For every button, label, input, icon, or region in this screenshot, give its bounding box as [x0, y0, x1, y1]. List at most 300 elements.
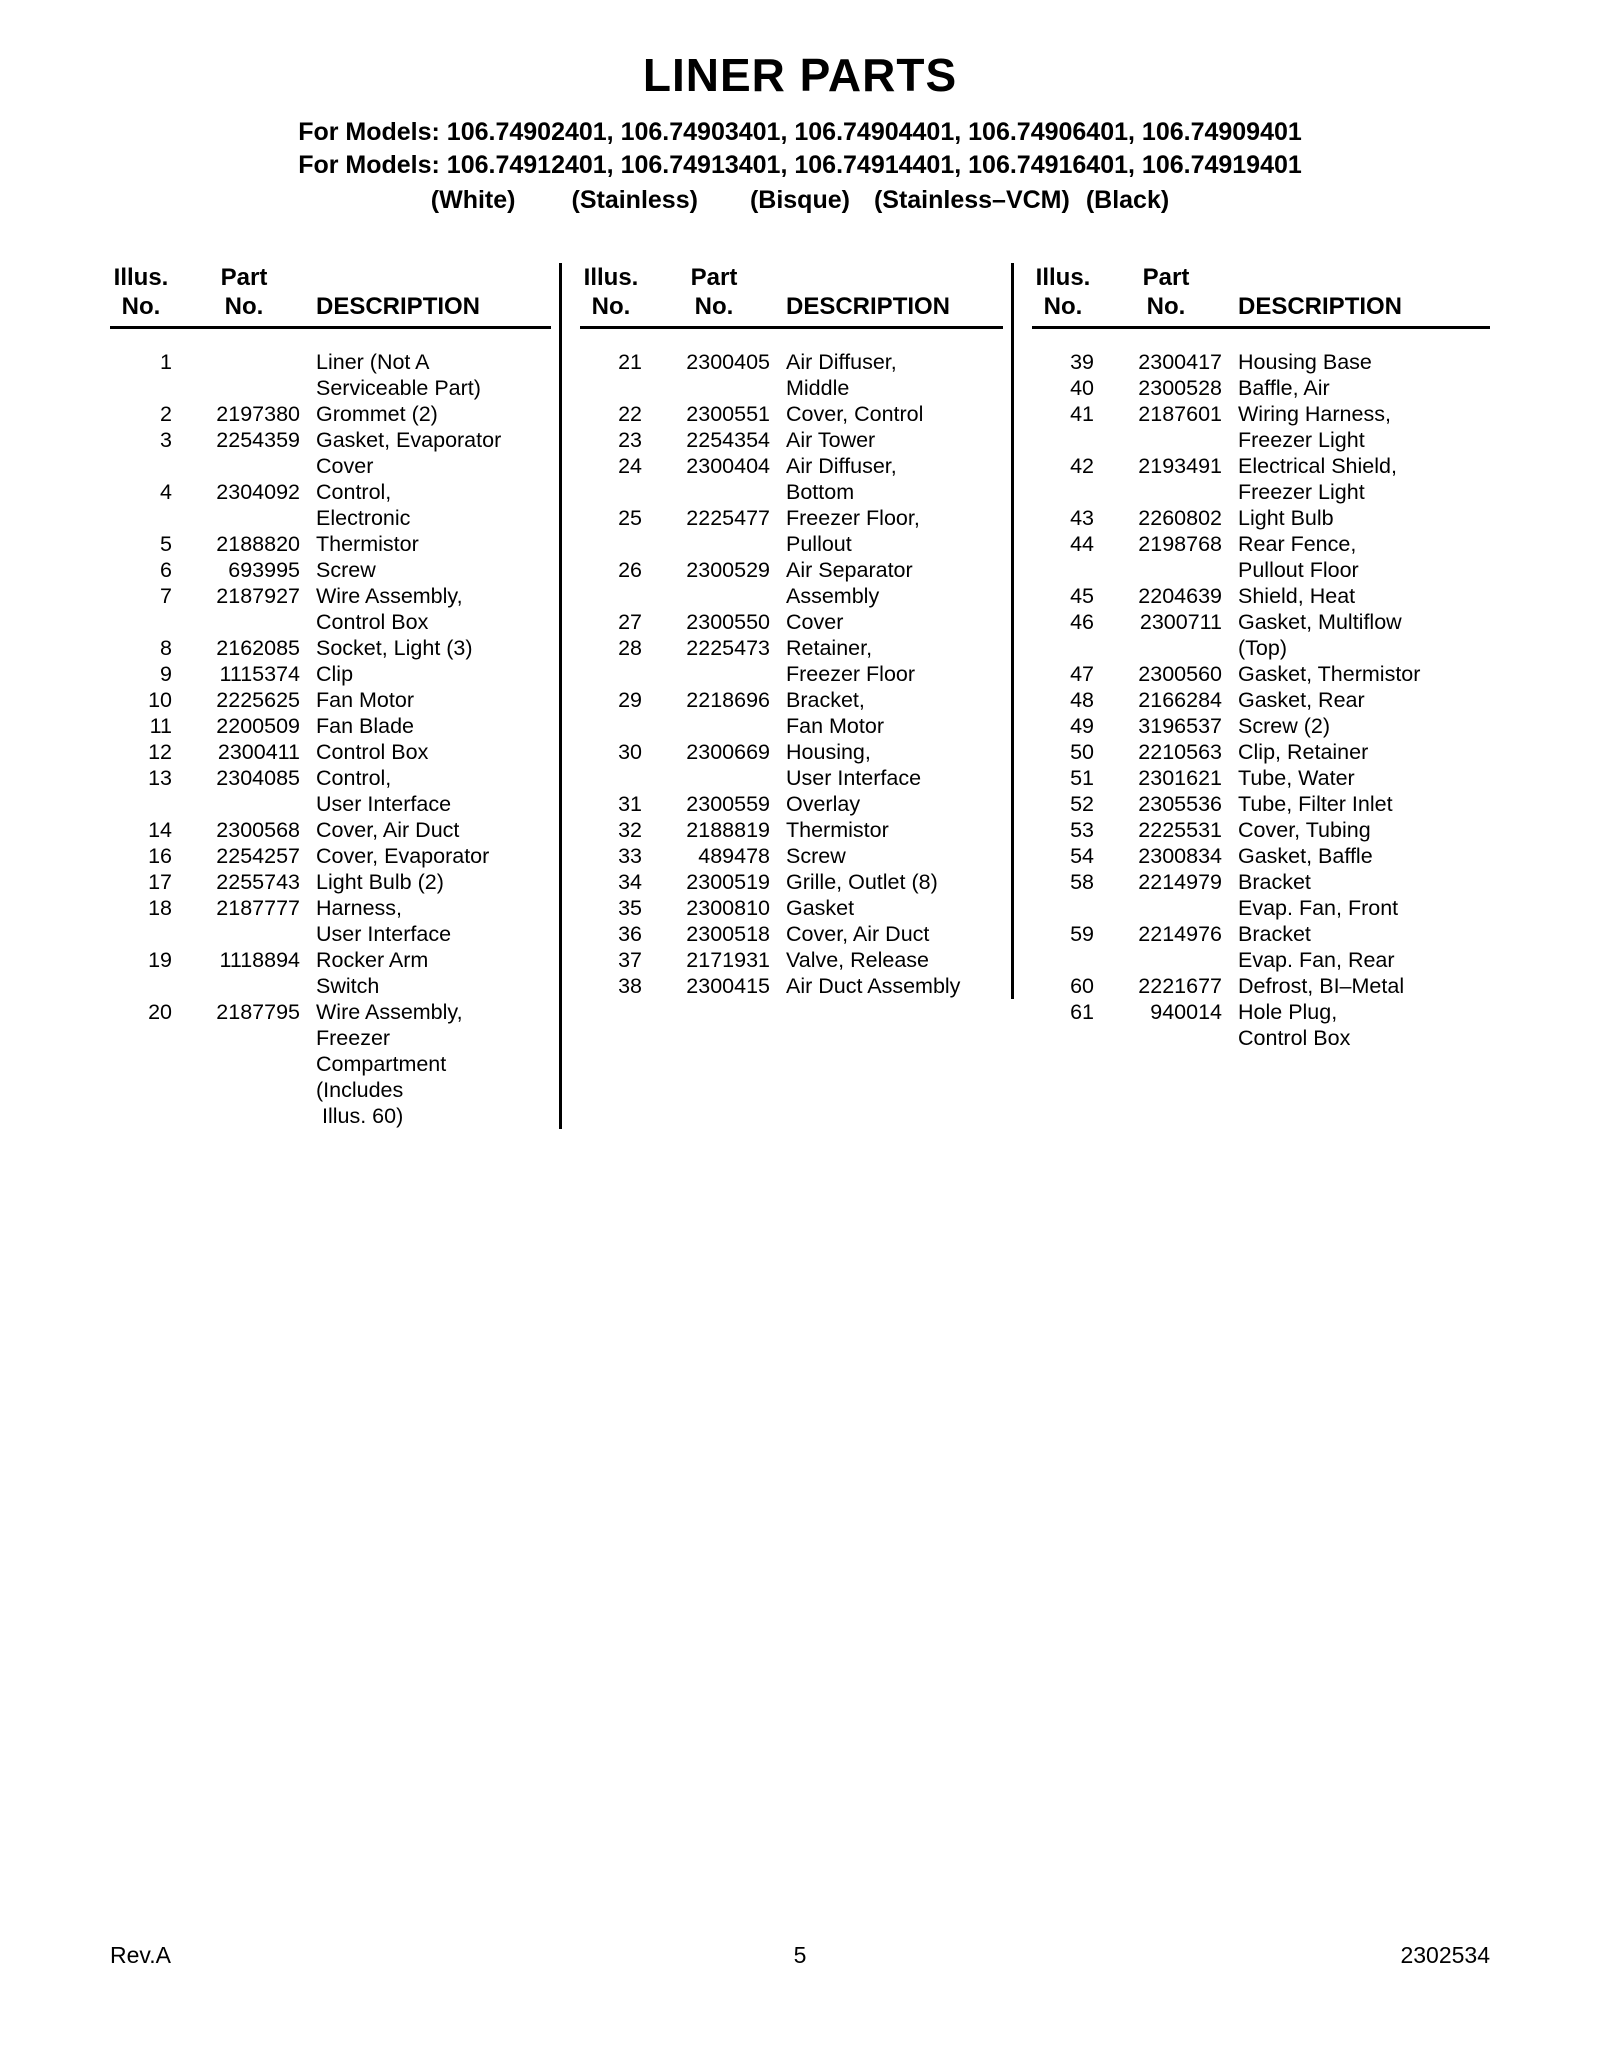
- illus-no-cell: 5: [160, 532, 172, 556]
- column-header-part-no: Part No.: [690, 264, 738, 320]
- description-cell: [786, 453, 1003, 505]
- description-line: User Interface: [786, 766, 922, 790]
- description-cell: [786, 635, 1003, 687]
- table-row: [110, 765, 551, 817]
- description-line: Control,: [316, 480, 392, 504]
- models-line-1: For Models: 106.74902401, 106.74903401, 106.74904401, 106.74906401, 106.74909401: [298, 118, 1302, 146]
- illus-no-cell: 45: [1070, 584, 1094, 608]
- illus-no-cell: 32: [618, 818, 642, 842]
- illus-no-cell: 19: [148, 948, 172, 972]
- table-row: [110, 557, 551, 583]
- illus-no-cell: 59: [1070, 922, 1094, 946]
- description-cell: [1238, 739, 1490, 765]
- illus-no-cell: 18: [148, 896, 172, 920]
- description-cell: [1238, 531, 1490, 583]
- illus-no-cell: 3: [160, 428, 172, 452]
- description-line: Compartment: [316, 1052, 447, 1076]
- description-cell: [316, 661, 551, 687]
- part-no-cell: 1118894: [219, 948, 300, 972]
- description-line: Wire Assembly,: [316, 1000, 463, 1024]
- description-cell: [316, 583, 551, 635]
- description-cell: [1238, 999, 1490, 1051]
- table-row: [1032, 843, 1490, 869]
- description-line: Air Diffuser,: [786, 454, 897, 478]
- column-header-description: DESCRIPTION: [1238, 293, 1403, 320]
- description-line: Freezer Light: [1238, 480, 1365, 504]
- column-header-description: DESCRIPTION: [316, 293, 481, 320]
- table-row: [580, 349, 1003, 401]
- description-line: Evap. Fan, Front: [1238, 896, 1399, 920]
- part-no-cell: 3196537: [1138, 714, 1222, 738]
- part-no-cell: 2193491: [1138, 454, 1222, 478]
- table-row: [110, 583, 551, 635]
- part-no-cell: 2300669: [686, 740, 770, 764]
- part-no-cell: 2187777: [216, 896, 300, 920]
- part-no-cell: 2304092: [216, 480, 300, 504]
- illus-no-cell: 35: [618, 896, 642, 920]
- table-body: [1032, 349, 1490, 1051]
- column-header-part-no: Part No.: [220, 264, 268, 320]
- description-cell: [316, 479, 551, 531]
- part-no-cell: 2305536: [1138, 792, 1222, 816]
- description-line: Freezer Floor,: [786, 506, 920, 530]
- table-header: [580, 263, 1003, 329]
- part-no-cell: 2225625: [216, 688, 300, 712]
- color-variant-stainless-vcm: (Stainless–VCM): [873, 186, 1070, 214]
- description-cell: [786, 791, 1003, 817]
- part-no-cell: 2221677: [1138, 974, 1222, 998]
- illus-no-cell: 39: [1070, 350, 1094, 374]
- parts-table: [110, 263, 1490, 1129]
- part-no-cell: 2300550: [686, 610, 770, 634]
- illus-no-cell: 41: [1070, 402, 1094, 426]
- part-no-cell: 2198768: [1138, 532, 1222, 556]
- illus-no-cell: 10: [148, 688, 172, 712]
- description-line: Valve, Release: [786, 948, 930, 972]
- description-cell: [316, 895, 551, 947]
- part-no-cell: 2187927: [216, 584, 300, 608]
- table-row: [1032, 765, 1490, 791]
- part-no-cell: 2187601: [1138, 402, 1222, 426]
- part-no-cell: 2225477: [686, 506, 770, 530]
- column-header-illus-no: Illus. No.: [113, 264, 169, 320]
- table-row: [580, 635, 1003, 687]
- table-row: [110, 401, 551, 427]
- part-no-cell: 2304085: [216, 766, 300, 790]
- part-no-cell: 2187795: [216, 1000, 300, 1024]
- table-row: [1032, 401, 1490, 453]
- description-line: Wiring Harness,: [1238, 402, 1391, 426]
- description-line: Shield, Heat: [1238, 584, 1356, 608]
- part-no-cell: 2300404: [686, 454, 770, 478]
- part-no-cell: 2210563: [1138, 740, 1222, 764]
- column-header-illus-no: Illus. No.: [1035, 264, 1091, 320]
- part-no-cell: 2300528: [1138, 376, 1222, 400]
- part-no-cell: [188, 349, 300, 401]
- color-variant-white: (White): [430, 186, 516, 214]
- description-line: Rear Fence,: [1238, 532, 1357, 556]
- description-line: Control Box: [316, 740, 429, 764]
- description-line: Fan Blade: [316, 714, 415, 738]
- table-row: [580, 427, 1003, 453]
- table-row: [580, 739, 1003, 791]
- table-row: [580, 687, 1003, 739]
- description-cell: [1238, 505, 1490, 531]
- document-number: 2302534: [1400, 1942, 1490, 1968]
- part-no-cell: 2300560: [1138, 662, 1222, 686]
- description-cell: [1238, 791, 1490, 817]
- page-footer: [110, 1942, 1490, 1969]
- part-no-cell: 940014: [1150, 1000, 1222, 1024]
- table-row: [110, 817, 551, 843]
- description-line: Air Duct Assembly: [786, 974, 961, 998]
- illus-no-cell: 27: [618, 610, 642, 634]
- description-cell: [316, 427, 551, 479]
- table-row: [110, 349, 551, 401]
- color-variant-bisque: (Bisque): [749, 186, 850, 214]
- table-row: [110, 713, 551, 739]
- illus-no-cell: 20: [148, 1000, 172, 1024]
- description-line: Gasket: [786, 896, 855, 920]
- description-cell: [316, 947, 551, 999]
- part-no-cell: 2225531: [1138, 818, 1222, 842]
- description-line: Defrost, BI–Metal: [1238, 974, 1405, 998]
- description-cell: [786, 557, 1003, 609]
- illus-no-cell: 30: [618, 740, 642, 764]
- description-line: Clip: [316, 662, 354, 686]
- table-row: [580, 791, 1003, 817]
- description-line: Harness,: [316, 896, 403, 920]
- part-no-cell: 2197380: [216, 402, 300, 426]
- description-line: Housing,: [786, 740, 871, 764]
- table-row: [580, 401, 1003, 427]
- description-line: User Interface: [316, 922, 452, 946]
- table-row: [110, 661, 551, 687]
- illus-no-cell: 37: [618, 948, 642, 972]
- part-no-cell: 2300810: [686, 896, 770, 920]
- description-cell: [316, 999, 551, 1129]
- description-cell: [316, 739, 551, 765]
- column-header-illus-no: Illus. No.: [583, 264, 639, 320]
- description-cell: [1238, 583, 1490, 609]
- description-line: Screw: [786, 844, 846, 868]
- description-line: Control,: [316, 766, 392, 790]
- table-row: [580, 817, 1003, 843]
- table-row: [580, 609, 1003, 635]
- illus-no-cell: 26: [618, 558, 642, 582]
- illus-no-cell: 50: [1070, 740, 1094, 764]
- description-cell: [316, 557, 551, 583]
- description-cell: [786, 609, 1003, 635]
- description-line: Electronic: [316, 506, 411, 530]
- table-row: [1032, 505, 1490, 531]
- part-no-cell: 2204639: [1138, 584, 1222, 608]
- description-cell: [1238, 817, 1490, 843]
- parts-column-2: [562, 263, 1014, 999]
- part-no-cell: 2214979: [1138, 870, 1222, 894]
- table-row: [580, 453, 1003, 505]
- description-cell: [316, 713, 551, 739]
- description-line: User Interface: [316, 792, 452, 816]
- description-cell: [786, 349, 1003, 401]
- description-line: Assembly: [786, 584, 880, 608]
- description-line: Control Box: [1238, 1026, 1351, 1050]
- table-row: [580, 843, 1003, 869]
- illus-no-cell: 43: [1070, 506, 1094, 530]
- page-title: LINER PARTS: [642, 49, 958, 101]
- part-no-cell: 2301621: [1138, 766, 1222, 790]
- table-row: [1032, 999, 1490, 1051]
- illus-no-cell: 61: [1070, 1000, 1094, 1024]
- description-line: Pullout Floor: [1238, 558, 1359, 582]
- description-cell: [316, 531, 551, 557]
- part-no-cell: 2300559: [686, 792, 770, 816]
- models-line-2: For Models: 106.74912401, 106.74913401, 106.74914401, 106.74916401, 106.74919401: [298, 151, 1302, 179]
- illus-no-cell: 13: [148, 766, 172, 790]
- description-cell: [316, 843, 551, 869]
- description-cell: [1238, 375, 1490, 401]
- description-line: Evap. Fan, Rear: [1238, 948, 1395, 972]
- parts-column-1: [110, 263, 562, 1129]
- description-line: Serviceable Part): [316, 376, 481, 400]
- description-line: Air Diffuser,: [786, 350, 897, 374]
- illus-no-cell: 46: [1070, 610, 1094, 634]
- illus-no-cell: 17: [148, 870, 172, 894]
- description-cell: [786, 427, 1003, 453]
- part-no-cell: 693995: [228, 558, 300, 582]
- description-cell: [1238, 661, 1490, 687]
- illus-no-cell: 54: [1070, 844, 1094, 868]
- part-no-cell: 2300529: [686, 558, 770, 582]
- part-no-cell: 2162085: [216, 636, 300, 660]
- table-row: [1032, 869, 1490, 921]
- description-cell: [786, 869, 1003, 895]
- table-row: [1032, 739, 1490, 765]
- part-no-cell: 2300518: [686, 922, 770, 946]
- table-body: [110, 349, 551, 1129]
- part-no-cell: 2254359: [216, 428, 300, 452]
- part-no-cell: 2214976: [1138, 922, 1222, 946]
- part-no-cell: 2188820: [216, 532, 300, 556]
- table-row: [1032, 817, 1490, 843]
- description-cell: [1238, 765, 1490, 791]
- description-line: Cover, Air Duct: [316, 818, 460, 842]
- part-no-cell: 2300411: [217, 740, 300, 764]
- description-cell: [1238, 921, 1490, 973]
- part-no-cell: 2200509: [216, 714, 300, 738]
- description-cell: [786, 401, 1003, 427]
- description-cell: [1238, 713, 1490, 739]
- description-line: Control Box: [316, 610, 429, 634]
- table-row: [1032, 973, 1490, 999]
- description-line: Air Tower: [786, 428, 876, 452]
- part-no-cell: 2300415: [686, 974, 770, 998]
- table-row: [110, 635, 551, 661]
- revision-label: Rev.A: [110, 1942, 171, 1968]
- column-header-description: DESCRIPTION: [786, 293, 951, 320]
- description-cell: [1238, 843, 1490, 869]
- description-line: Cover, Air Duct: [786, 922, 930, 946]
- table-row: [110, 427, 551, 479]
- illus-no-cell: 28: [618, 636, 642, 660]
- table-row: [110, 687, 551, 713]
- part-no-cell: 2300711: [1139, 610, 1222, 634]
- description-cell: [1238, 453, 1490, 505]
- column-header-part-no: Part No.: [1142, 264, 1190, 320]
- description-cell: [316, 349, 551, 401]
- illus-no-cell: 16: [148, 844, 172, 868]
- table-row: [110, 895, 551, 947]
- description-cell: [786, 973, 1003, 999]
- part-no-cell: 2300568: [216, 818, 300, 842]
- description-line: Bottom: [786, 480, 855, 504]
- table-row: [1032, 349, 1490, 375]
- description-line: Liner (Not A: [316, 350, 430, 374]
- description-line: Cover, Evaporator: [316, 844, 490, 868]
- description-line: Switch: [316, 974, 380, 998]
- part-no-cell: 2300519: [686, 870, 770, 894]
- description-line: Electrical Shield,: [1238, 454, 1397, 478]
- illus-no-cell: 36: [618, 922, 642, 946]
- illus-no-cell: 29: [618, 688, 642, 712]
- table-row: [1032, 583, 1490, 609]
- parts-column-3: [1014, 263, 1490, 1051]
- table-row: [110, 947, 551, 999]
- table-row: [1032, 661, 1490, 687]
- illus-no-cell: 38: [618, 974, 642, 998]
- description-line: Thermistor: [316, 532, 419, 556]
- description-cell: [316, 765, 551, 817]
- description-line: Bracket: [1238, 922, 1311, 946]
- description-line: Housing Base: [1238, 350, 1372, 374]
- description-line: Grommet (2): [316, 402, 438, 426]
- illus-no-cell: 31: [618, 792, 642, 816]
- part-no-cell: 2188819: [686, 818, 770, 842]
- illus-no-cell: 42: [1070, 454, 1094, 478]
- description-cell: [316, 687, 551, 713]
- illus-no-cell: 60: [1070, 974, 1094, 998]
- description-cell: [786, 947, 1003, 973]
- table-row: [1032, 687, 1490, 713]
- table-row: [110, 739, 551, 765]
- illus-no-cell: 7: [160, 584, 172, 608]
- table-row: [580, 921, 1003, 947]
- illus-no-cell: 1: [160, 350, 172, 374]
- description-line: Cover: [786, 610, 844, 634]
- description-line: Baffle, Air: [1238, 376, 1330, 400]
- description-line: Freezer Floor: [786, 662, 916, 686]
- part-no-cell: 2260802: [1138, 506, 1222, 530]
- description-line: Tube, Water: [1238, 766, 1355, 790]
- table-row: [1032, 375, 1490, 401]
- description-line: Light Bulb: [1238, 506, 1334, 530]
- description-line: Cover, Control: [786, 402, 924, 426]
- description-line: Illus. 60): [316, 1104, 404, 1128]
- table-row: [1032, 453, 1490, 505]
- description-cell: [316, 817, 551, 843]
- part-no-cell: 2300417: [1138, 350, 1222, 374]
- page-number: 5: [793, 1942, 807, 1968]
- table-row: [110, 479, 551, 531]
- description-line: Screw (2): [1238, 714, 1330, 738]
- table-row: [1032, 713, 1490, 739]
- illus-no-cell: 48: [1070, 688, 1094, 712]
- illus-no-cell: 25: [618, 506, 642, 530]
- table-row: [580, 895, 1003, 921]
- illus-no-cell: 9: [160, 662, 172, 686]
- part-no-cell: 2166284: [1138, 688, 1222, 712]
- part-no-cell: 2171931: [686, 948, 770, 972]
- description-line: Freezer Light: [1238, 428, 1365, 452]
- illus-no-cell: 14: [148, 818, 172, 842]
- description-line: Socket, Light (3): [316, 636, 473, 660]
- description-line: (Includes: [316, 1078, 404, 1102]
- table-row: [580, 557, 1003, 609]
- table-row: [1032, 791, 1490, 817]
- description-cell: [786, 843, 1003, 869]
- table-row: [1032, 921, 1490, 973]
- table-body: [580, 349, 1003, 999]
- description-line: (Top): [1238, 636, 1287, 660]
- part-no-cell: 2255743: [216, 870, 300, 894]
- illus-no-cell: 23: [618, 428, 642, 452]
- description-line: Gasket, Baffle: [1238, 844, 1373, 868]
- part-no-cell: 2218696: [686, 688, 770, 712]
- description-line: Grille, Outlet (8): [786, 870, 938, 894]
- part-no-cell: 2300405: [686, 350, 770, 374]
- description-line: Air Separator: [786, 558, 913, 582]
- part-no-cell: 1115374: [219, 662, 300, 686]
- description-line: Retainer,: [786, 636, 873, 660]
- illus-no-cell: 12: [148, 740, 172, 764]
- table-row: [580, 973, 1003, 999]
- description-line: Bracket: [1238, 870, 1311, 894]
- illus-no-cell: 53: [1070, 818, 1094, 842]
- table-row: [110, 531, 551, 557]
- description-line: Gasket, Rear: [1238, 688, 1365, 712]
- table-row: [580, 869, 1003, 895]
- color-variant-stainless: (Stainless): [571, 186, 698, 214]
- illus-no-cell: 52: [1070, 792, 1094, 816]
- description-cell: [786, 817, 1003, 843]
- color-variants: [110, 186, 1490, 215]
- table-row: [580, 947, 1003, 973]
- illus-no-cell: 11: [149, 714, 172, 738]
- description-line: Wire Assembly,: [316, 584, 463, 608]
- description-line: Bracket,: [786, 688, 865, 712]
- part-no-cell: 2254354: [686, 428, 770, 452]
- description-line: Clip, Retainer: [1238, 740, 1369, 764]
- illus-no-cell: 49: [1070, 714, 1094, 738]
- description-line: Overlay: [786, 792, 861, 816]
- description-cell: [316, 401, 551, 427]
- color-variant-black: (Black): [1085, 186, 1170, 214]
- description-line: Gasket, Thermistor: [1238, 662, 1421, 686]
- illus-no-cell: 40: [1070, 376, 1094, 400]
- description-cell: [786, 921, 1003, 947]
- description-cell: [1238, 687, 1490, 713]
- description-cell: [786, 739, 1003, 791]
- illus-no-cell: 33: [618, 844, 642, 868]
- part-no-cell: 2254257: [216, 844, 300, 868]
- description-cell: [316, 869, 551, 895]
- description-cell: [786, 895, 1003, 921]
- description-line: Cover, Tubing: [1238, 818, 1371, 842]
- description-line: Screw: [316, 558, 376, 582]
- description-cell: [1238, 349, 1490, 375]
- description-cell: [1238, 973, 1490, 999]
- part-no-cell: 2300551: [686, 402, 770, 426]
